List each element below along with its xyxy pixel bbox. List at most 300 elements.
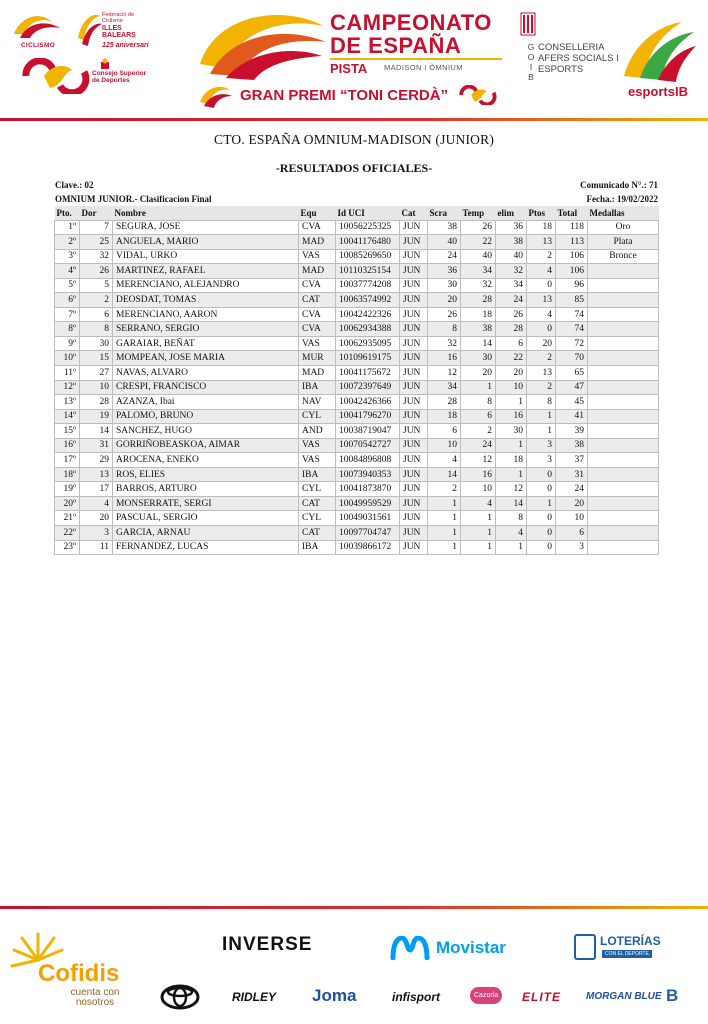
cell-scratch: 16 xyxy=(428,351,461,366)
clave-label: Clave.: 02 xyxy=(55,180,94,190)
cell-team: MUR xyxy=(299,351,336,366)
cell-tempo: 2 xyxy=(461,424,496,439)
cell-scratch: 6 xyxy=(428,424,461,439)
cell-total: 3 xyxy=(556,540,588,555)
cell-position: 15º xyxy=(55,424,80,439)
cell-bib: 13 xyxy=(80,467,113,482)
cell-medal xyxy=(588,380,659,395)
cell-uci-id: 10041176480 xyxy=(336,235,400,250)
table-row xyxy=(55,235,659,250)
cell-elimination: 4 xyxy=(496,525,527,540)
cell-bib: 5 xyxy=(80,278,113,293)
col-header-medal: Medallas xyxy=(588,206,659,220)
cell-points: 8 xyxy=(527,395,556,410)
cell-total: 38 xyxy=(556,438,588,453)
cell-team: MAD xyxy=(299,235,336,250)
cell-medal: Bronce xyxy=(588,249,659,264)
cell-medal xyxy=(588,293,659,308)
cell-team: CYL xyxy=(299,511,336,526)
cell-uci-id: 10041796270 xyxy=(336,409,400,424)
cell-bib: 17 xyxy=(80,482,113,497)
cell-medal xyxy=(588,264,659,279)
cell-position: 16º xyxy=(55,438,80,453)
table-row xyxy=(55,264,659,279)
cell-scratch: 32 xyxy=(428,336,461,351)
fib-swirl-icon xyxy=(76,8,102,48)
cell-category: JUN xyxy=(400,278,428,293)
cell-scratch: 18 xyxy=(428,409,461,424)
cell-elimination: 14 xyxy=(496,496,527,511)
cell-position: 14º xyxy=(55,409,80,424)
sponsors-footer xyxy=(0,920,708,1024)
cell-points: 13 xyxy=(527,365,556,380)
cell-team: MAD xyxy=(299,264,336,279)
cell-points: 3 xyxy=(527,453,556,468)
rfec-logo xyxy=(8,8,66,50)
footer-divider xyxy=(0,906,708,909)
rfec-label: CICLISMO xyxy=(20,42,56,49)
cell-medal xyxy=(588,482,659,497)
cell-position: 3º xyxy=(55,249,80,264)
grand-prix-title: GRAN PREMI “TONI CERDÀ” xyxy=(240,87,449,104)
cell-total: 70 xyxy=(556,351,588,366)
cell-team: IBA xyxy=(299,540,336,555)
cell-medal xyxy=(588,322,659,337)
cell-rider-name: SANCHEZ, HUGO xyxy=(113,424,299,439)
cell-position: 13º xyxy=(55,395,80,410)
cell-rider-name: MOMPEAN, JOSE MARIA xyxy=(113,351,299,366)
inverse-logo: INVERSE xyxy=(222,934,313,955)
ridley-logo: RIDLEY xyxy=(232,990,277,1004)
table-row xyxy=(55,395,659,410)
cell-points: 4 xyxy=(527,264,556,279)
cell-elimination: 8 xyxy=(496,511,527,526)
cell-bib: 10 xyxy=(80,380,113,395)
bi-logo: B xyxy=(666,986,679,1005)
cell-medal: Plata xyxy=(588,235,659,250)
cell-scratch: 14 xyxy=(428,467,461,482)
cell-tempo: 8 xyxy=(461,395,496,410)
cell-uci-id: 10097704747 xyxy=(336,525,400,540)
cell-elimination: 1 xyxy=(496,467,527,482)
cell-bib: 11 xyxy=(80,540,113,555)
cell-tempo: 24 xyxy=(461,438,496,453)
event-subtitle: MADISON I ÒMNIUM xyxy=(384,63,463,72)
cell-bib: 8 xyxy=(80,322,113,337)
cell-scratch: 40 xyxy=(428,235,461,250)
cell-category: JUN xyxy=(400,438,428,453)
table-row xyxy=(55,424,659,439)
table-row xyxy=(55,249,659,264)
cell-tempo: 10 xyxy=(461,482,496,497)
cell-medal xyxy=(588,511,659,526)
cell-tempo: 38 xyxy=(461,322,496,337)
cell-uci-id: 10084896808 xyxy=(336,453,400,468)
header-banner xyxy=(0,0,708,118)
gp-swirl-icon xyxy=(198,82,234,108)
cell-total: 96 xyxy=(556,278,588,293)
cell-position: 2º xyxy=(55,235,80,250)
cell-uci-id: 10049031561 xyxy=(336,511,400,526)
cell-rider-name: SERRANO, SERGIO xyxy=(113,322,299,337)
cell-scratch: 34 xyxy=(428,380,461,395)
header-divider xyxy=(0,118,708,121)
loterias-sub: CON EL DEPORTE xyxy=(602,950,652,958)
cell-category: JUN xyxy=(400,235,428,250)
cell-bib: 19 xyxy=(80,409,113,424)
csd-label: Consejo Superior de Deportes xyxy=(92,70,147,84)
joma-logo: Joma xyxy=(312,986,357,1005)
table-row xyxy=(55,220,659,235)
document-title: CTO. ESPAÑA OMNIUM-MADISON (JUNIOR) xyxy=(213,132,495,147)
cell-uci-id: 10063574992 xyxy=(336,293,400,308)
cell-bib: 20 xyxy=(80,511,113,526)
cell-uci-id: 10041175672 xyxy=(336,365,400,380)
cell-rider-name: CRESPI, FRANCISCO xyxy=(113,380,299,395)
cell-points: 1 xyxy=(527,424,556,439)
cell-scratch: 1 xyxy=(428,511,461,526)
cell-points: 1 xyxy=(527,409,556,424)
cell-total: 45 xyxy=(556,395,588,410)
cell-elimination: 30 xyxy=(496,424,527,439)
table-row xyxy=(55,540,659,555)
cell-elimination: 20 xyxy=(496,365,527,380)
cell-tempo: 20 xyxy=(461,365,496,380)
cell-team: IBA xyxy=(299,467,336,482)
cyclist-swirl-icon xyxy=(196,8,328,80)
cell-total: 10 xyxy=(556,511,588,526)
cell-points: 2 xyxy=(527,249,556,264)
cell-team: CYL xyxy=(299,409,336,424)
results-table xyxy=(54,206,659,555)
loterias-logo: LOTERÍAS xyxy=(600,934,661,948)
cell-scratch: 30 xyxy=(428,278,461,293)
cell-elimination: 12 xyxy=(496,482,527,497)
comunicado-label: Comunicado N°.: 71 xyxy=(580,180,658,190)
cell-total: 31 xyxy=(556,467,588,482)
cell-team: CVA xyxy=(299,307,336,322)
cell-uci-id: 10073940353 xyxy=(336,467,400,482)
event-line2: DE ESPAÑA xyxy=(330,33,462,58)
cell-category: JUN xyxy=(400,453,428,468)
cell-category: JUN xyxy=(400,424,428,439)
esportsib-label: esportsIB xyxy=(628,84,688,99)
cell-scratch: 10 xyxy=(428,438,461,453)
cell-uci-id: 10039866172 xyxy=(336,540,400,555)
cell-medal xyxy=(588,525,659,540)
cell-elimination: 1 xyxy=(496,540,527,555)
cell-category: JUN xyxy=(400,496,428,511)
cell-rider-name: VIDAL, URKO xyxy=(113,249,299,264)
cell-elimination: 40 xyxy=(496,249,527,264)
cell-total: 113 xyxy=(556,235,588,250)
table-row xyxy=(55,307,659,322)
cell-tempo: 16 xyxy=(461,467,496,482)
cell-elimination: 16 xyxy=(496,409,527,424)
table-row xyxy=(55,467,659,482)
cell-category: JUN xyxy=(400,249,428,264)
cell-position: 21º xyxy=(55,511,80,526)
cell-elimination: 32 xyxy=(496,264,527,279)
cell-bib: 15 xyxy=(80,351,113,366)
cell-category: JUN xyxy=(400,351,428,366)
cell-team: CVA xyxy=(299,322,336,337)
cell-tempo: 22 xyxy=(461,235,496,250)
cell-points: 0 xyxy=(527,322,556,337)
cell-tempo: 1 xyxy=(461,540,496,555)
cell-total: 24 xyxy=(556,482,588,497)
cell-category: JUN xyxy=(400,482,428,497)
cell-scratch: 1 xyxy=(428,540,461,555)
cell-points: 13 xyxy=(527,235,556,250)
cell-uci-id: 10042426366 xyxy=(336,395,400,410)
col-header-rider-name: Nombre xyxy=(113,206,299,220)
cell-elimination: 18 xyxy=(496,453,527,468)
cell-tempo: 6 xyxy=(461,409,496,424)
cell-team: CAT xyxy=(299,293,336,308)
cell-medal xyxy=(588,395,659,410)
cell-team: AND xyxy=(299,424,336,439)
cell-rider-name: GORRIÑOBEASKOA, AIMAR xyxy=(113,438,299,453)
cell-team: MAD xyxy=(299,365,336,380)
cell-medal xyxy=(588,496,659,511)
cell-elimination: 1 xyxy=(496,438,527,453)
cell-elimination: 28 xyxy=(496,322,527,337)
table-row xyxy=(55,336,659,351)
cell-tempo: 12 xyxy=(461,453,496,468)
goib-text: CONSELLERIA AFERS SOCIALS I ESPORTS xyxy=(538,42,619,75)
cell-rider-name: PASCUAL, SERGIO xyxy=(113,511,299,526)
cell-team: VAS xyxy=(299,438,336,453)
table-row xyxy=(55,438,659,453)
cell-team: CYL xyxy=(299,482,336,497)
cell-position: 7º xyxy=(55,307,80,322)
cell-medal xyxy=(588,307,659,322)
cell-medal xyxy=(588,409,659,424)
table-header xyxy=(55,206,659,220)
event-divider xyxy=(330,58,502,60)
cell-elimination: 36 xyxy=(496,220,527,235)
cell-points: 4 xyxy=(527,307,556,322)
cell-position: 22º xyxy=(55,525,80,540)
cell-rider-name: ROS, ELIES xyxy=(113,467,299,482)
crown-icon xyxy=(100,58,110,70)
date-label: Fecha.: 19/02/2022 xyxy=(586,194,658,204)
cell-bib: 26 xyxy=(80,264,113,279)
cell-tempo: 1 xyxy=(461,511,496,526)
cell-points: 0 xyxy=(527,482,556,497)
cell-bib: 3 xyxy=(80,525,113,540)
cell-total: 39 xyxy=(556,424,588,439)
cell-medal xyxy=(588,336,659,351)
cell-scratch: 26 xyxy=(428,307,461,322)
cell-category: JUN xyxy=(400,264,428,279)
cell-elimination: 24 xyxy=(496,293,527,308)
cofidis-name: Cofidis xyxy=(38,960,120,987)
goib-crest-icon xyxy=(520,12,536,36)
table-row xyxy=(55,409,659,424)
cell-rider-name: DEOSDAT, TOMAS xyxy=(113,293,299,308)
cell-elimination: 38 xyxy=(496,235,527,250)
cell-rider-name: MERENCIANO, ALEJANDRO xyxy=(113,278,299,293)
grand-prix-banner xyxy=(198,82,518,108)
cell-total: 72 xyxy=(556,336,588,351)
cell-position: 23º xyxy=(55,540,80,555)
cell-medal xyxy=(588,351,659,366)
fib-line1: Federació de Ciclisme xyxy=(102,12,135,24)
cell-uci-id: 10037774208 xyxy=(336,278,400,293)
cell-elimination: 26 xyxy=(496,307,527,322)
cell-rider-name: PALOMO, BRUNO xyxy=(113,409,299,424)
col-header-elimination: elim xyxy=(496,206,527,220)
cell-tempo: 14 xyxy=(461,336,496,351)
cell-medal xyxy=(588,424,659,439)
cell-uci-id: 10049959529 xyxy=(336,496,400,511)
cell-total: 65 xyxy=(556,365,588,380)
csd-mark-icon xyxy=(22,58,90,94)
cell-points: 0 xyxy=(527,540,556,555)
cell-medal xyxy=(588,438,659,453)
col-header-category: Cat xyxy=(400,206,428,220)
table-row xyxy=(55,293,659,308)
infisport-logo: infisport xyxy=(392,990,440,1004)
cell-bib: 30 xyxy=(80,336,113,351)
cell-uci-id: 10042422326 xyxy=(336,307,400,322)
cell-team: VAS xyxy=(299,453,336,468)
cell-position: 4º xyxy=(55,264,80,279)
cell-rider-name: AZANZA, Ibai xyxy=(113,395,299,410)
cell-uci-id: 10085269650 xyxy=(336,249,400,264)
cell-rider-name: MARTINEZ, RAFAEL xyxy=(113,264,299,279)
cell-points: 2 xyxy=(527,380,556,395)
cell-points: 13 xyxy=(527,293,556,308)
cell-total: 41 xyxy=(556,409,588,424)
table-row xyxy=(55,525,659,540)
fib-logo xyxy=(76,8,156,52)
cell-position: 8º xyxy=(55,322,80,337)
cell-points: 0 xyxy=(527,511,556,526)
cell-rider-name: ANGUELA, MARIO xyxy=(113,235,299,250)
cell-tempo: 4 xyxy=(461,496,496,511)
cell-position: 18º xyxy=(55,467,80,482)
table-body xyxy=(55,220,659,555)
cell-medal: Oro xyxy=(588,220,659,235)
col-header-points: Ptos xyxy=(527,206,556,220)
cell-medal xyxy=(588,453,659,468)
cell-bib: 6 xyxy=(80,307,113,322)
cell-total: 74 xyxy=(556,307,588,322)
cell-elimination: 10 xyxy=(496,380,527,395)
table-row xyxy=(55,351,659,366)
cell-uci-id: 10062934388 xyxy=(336,322,400,337)
cell-position: 20º xyxy=(55,496,80,511)
cell-rider-name: NAVAS, ALVARO xyxy=(113,365,299,380)
cell-medal xyxy=(588,540,659,555)
cell-points: 1 xyxy=(527,496,556,511)
cell-category: JUN xyxy=(400,467,428,482)
cell-scratch: 20 xyxy=(428,293,461,308)
col-header-team: Equ xyxy=(299,206,336,220)
cofidis-logo xyxy=(8,930,134,1010)
cell-scratch: 8 xyxy=(428,322,461,337)
cell-points: 3 xyxy=(527,438,556,453)
cell-team: VAS xyxy=(299,336,336,351)
cell-category: JUN xyxy=(400,380,428,395)
cell-total: 118 xyxy=(556,220,588,235)
cell-tempo: 1 xyxy=(461,380,496,395)
table-row xyxy=(55,278,659,293)
cell-bib: 25 xyxy=(80,235,113,250)
table-row xyxy=(55,496,659,511)
cell-category: JUN xyxy=(400,511,428,526)
cell-total: 106 xyxy=(556,264,588,279)
cell-rider-name: AROCENA, ENEKO xyxy=(113,453,299,468)
cell-scratch: 36 xyxy=(428,264,461,279)
cell-points: 0 xyxy=(527,525,556,540)
toyota-icon xyxy=(160,984,200,1010)
cell-points: 0 xyxy=(527,278,556,293)
campeonato-logo xyxy=(196,8,516,80)
cell-total: 47 xyxy=(556,380,588,395)
cell-category: JUN xyxy=(400,336,428,351)
cell-scratch: 4 xyxy=(428,453,461,468)
cell-tempo: 32 xyxy=(461,278,496,293)
cell-total: 37 xyxy=(556,453,588,468)
cell-category: JUN xyxy=(400,293,428,308)
goib-letters: G O I B xyxy=(527,42,535,82)
cell-rider-name: MERENCIANO, AARON xyxy=(113,307,299,322)
cell-category: JUN xyxy=(400,540,428,555)
cell-medal xyxy=(588,278,659,293)
table-row xyxy=(55,511,659,526)
cell-tempo: 1 xyxy=(461,525,496,540)
goib-logo xyxy=(520,12,619,104)
cell-team: VAS xyxy=(299,249,336,264)
cell-category: JUN xyxy=(400,365,428,380)
csd-small-icon xyxy=(456,85,500,105)
cell-rider-name: GARCIA, ARNAU xyxy=(113,525,299,540)
cell-position: 5º xyxy=(55,278,80,293)
cell-rider-name: BARROS, ARTURO xyxy=(113,482,299,497)
cell-bib: 7 xyxy=(80,220,113,235)
cell-position: 12º xyxy=(55,380,80,395)
cell-tempo: 28 xyxy=(461,293,496,308)
cell-position: 6º xyxy=(55,293,80,308)
cell-medal xyxy=(588,467,659,482)
col-header-uci-id: Id UCI xyxy=(336,206,400,220)
cell-position: 9º xyxy=(55,336,80,351)
movistar-m-icon xyxy=(390,936,430,960)
cell-scratch: 28 xyxy=(428,395,461,410)
cell-position: 17º xyxy=(55,453,80,468)
cell-total: 74 xyxy=(556,322,588,337)
movistar-logo: Movistar xyxy=(436,938,506,957)
cell-elimination: 1 xyxy=(496,395,527,410)
col-header-bib: Dor xyxy=(80,206,113,220)
cell-scratch: 24 xyxy=(428,249,461,264)
table-row xyxy=(55,322,659,337)
cell-total: 85 xyxy=(556,293,588,308)
cell-bib: 31 xyxy=(80,438,113,453)
cell-category: JUN xyxy=(400,395,428,410)
cell-tempo: 40 xyxy=(461,249,496,264)
cell-category: JUN xyxy=(400,322,428,337)
cell-uci-id: 10072397649 xyxy=(336,380,400,395)
cell-scratch: 38 xyxy=(428,220,461,235)
cell-team: CAT xyxy=(299,525,336,540)
cell-scratch: 1 xyxy=(428,525,461,540)
event-discipline: PISTA xyxy=(330,61,368,76)
